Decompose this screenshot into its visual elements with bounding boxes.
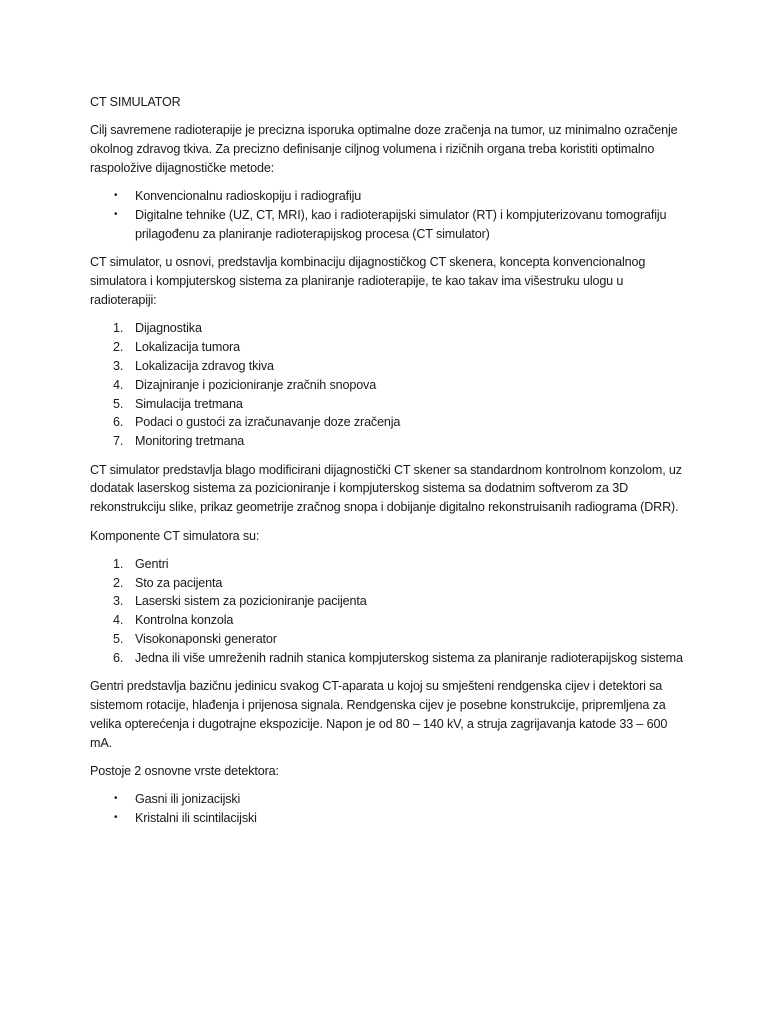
list-item: [90, 206, 690, 244]
list-item: [90, 611, 690, 630]
list-item: [90, 413, 690, 432]
list-number: 5.: [113, 396, 124, 411]
intro-paragraph: Cilj savremene radioterapije je precizna isporuka optimalne doze zračenja na tumor, uz minimalno ozračenje okolnog zdravog tkiva. Za precizno definisanje ciljnog volumena i rizičnih organa treba koristiti optimalno raspoložive dijagnostičke metode:: [90, 123, 678, 175]
list-item: [90, 187, 690, 206]
list-item: [90, 809, 690, 828]
list-item: [90, 319, 690, 338]
list-item-text: Dijagnostika: [135, 321, 202, 336]
list-item: [90, 592, 690, 611]
bullet-icon: •: [114, 190, 118, 202]
list-number: 3.: [113, 358, 124, 373]
list-number: 5.: [113, 632, 124, 647]
list-item-text: Jedna ili više umreženih radnih stanica kompjuterskog sistema za planiranje radioterapijskog sistema: [135, 650, 683, 665]
bullet-icon: •: [114, 209, 118, 221]
list-number: 6.: [113, 415, 124, 430]
bullet-icon: •: [114, 793, 118, 805]
list-number: 4.: [113, 377, 124, 392]
list-item-text: Dizajniranje i pozicioniranje zračnih snopova: [135, 377, 377, 392]
components-heading: Komponente CT simulatora su:: [90, 528, 260, 543]
list-item-text: Digitalne tehnike (UZ, CT, MRI), kao i radioterapijski simulator (RT) i kompjuterizovanu tomografiju prilagođenu za planiranje radioterapijskog procesa (CT simulator): [135, 208, 667, 241]
list-item-text: Lokalizacija zdravog tkiva: [135, 358, 274, 373]
list-item-text: Podaci o gustoći za izračunavanje doze zračenja: [135, 415, 401, 430]
list-item-text: Monitoring tretmana: [135, 434, 245, 449]
list-item: [90, 790, 690, 809]
detectors-heading: Postoje 2 osnovne vrste detektora:: [90, 764, 279, 779]
list-item: [90, 555, 690, 574]
list-number: 1.: [113, 321, 124, 336]
gentri-description-paragraph: Gentri predstavlja bazičnu jedinicu svakog CT-aparata u kojoj su smješteni rendgenska cijev i detektori sa sistemom rotacije, hlađenja i prijenosa signala. Rendgenska cijev je posebne konstrukcije, pripremljena za velika opterećenja i dugotrajne ekspozicije. Napon je od 80 – 140 kV, a struja zagrijavanja katode 33 – 600 mA.: [90, 679, 668, 750]
list-number: 4.: [113, 613, 124, 628]
list-item-text: Simulacija tretmana: [135, 396, 243, 411]
list-number: 1.: [113, 556, 124, 571]
list-item-text: Lokalizacija tumora: [135, 340, 240, 355]
methods-bullet-list: [90, 187, 690, 243]
list-item: [90, 649, 690, 668]
list-item: [90, 357, 690, 376]
list-item: [90, 574, 690, 593]
list-item: [90, 395, 690, 414]
list-item-text: Visokonaponski generator: [135, 632, 277, 647]
list-item: [90, 376, 690, 395]
list-item-text: Laserski sistem za pozicioniranje pacijenta: [135, 594, 367, 609]
roles-numbered-list: [90, 319, 690, 451]
list-number: 2.: [113, 340, 124, 355]
list-item: [90, 338, 690, 357]
list-number: 3.: [113, 594, 124, 609]
ct-simulator-description-paragraph: CT simulator predstavlja blago modificirani dijagnostički CT skener sa standardnom kontrolnom konzolom, uz dodatak laserskog sistema za pozicioniranje i kompjuterskog sistema sa dodatnim softverom za 3D rekonstrukciju slike, prikaz geometrije zračnog snopa i dobijanje digitalno rekonstruisanih radiograma (DRR).: [90, 462, 682, 515]
list-item: [90, 432, 690, 451]
list-item-text: Gasni ili jonizacijski: [135, 792, 241, 807]
list-item-text: Kristalni ili scintilacijski: [135, 811, 257, 826]
detectors-bullet-list: [90, 790, 690, 828]
document-page: [90, 93, 690, 838]
components-numbered-list: [90, 555, 690, 668]
document-title: CT SIMULATOR: [90, 95, 181, 109]
list-item-text: Kontrolna konzola: [135, 613, 234, 628]
list-number: 7.: [113, 434, 124, 449]
ct-simulator-basis-paragraph: CT simulator, u osnovi, predstavlja kombinaciju dijagnostičkog CT skenera, koncepta konvencionalnog simulatora i kompjuterskog sistema za planiranje radioterapije, te kao takav ima višestruku ulogu u radioterapiji:: [90, 255, 646, 307]
list-number: 2.: [113, 575, 124, 590]
list-item-text: Konvencionalnu radioskopiju i radiografiju: [135, 189, 362, 204]
bullet-icon: •: [114, 812, 118, 824]
list-item-text: Gentri: [135, 556, 169, 571]
list-item: [90, 630, 690, 649]
list-number: 6.: [113, 650, 124, 665]
list-item-text: Sto za pacijenta: [135, 575, 223, 590]
